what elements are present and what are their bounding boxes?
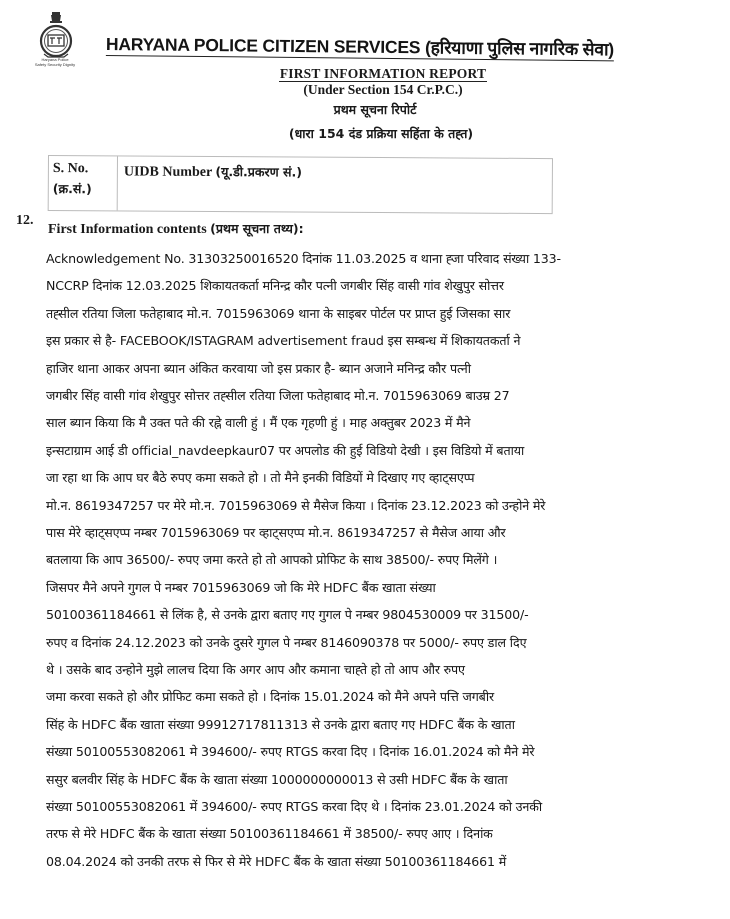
org-title-text: HARYANA POLICE CITIZEN SERVICES (हरियाणा पुलिस नागरिक सेवा) — [105, 34, 615, 60]
body-line: जिसपर मैने अपने गुगल पे नम्बर 7015963069 जो कि मेरे HDFC बैंक खाता संख्या — [46, 579, 436, 595]
body-line: पास मेरे व्हाट्सएप्प नम्बर 7015963069 पर व्हाट्सएप्प मो.न. 8619347257 से मैसेज आया और — [46, 525, 506, 540]
report-subtitle-en: (Under Section 154 Cr.P.C.) — [303, 82, 463, 97]
report-title-hi: प्रथम सूचना रिपोर्ट — [333, 102, 417, 117]
body-line: 50100361184661 से लिंक है, से उनके द्वारा बताए गए गुगल पे नम्बर 9804530009 पर 31500/- — [46, 607, 529, 623]
body-line: 08.04.2024 को उनकी तरफ से फिर से मेरे HDFC बैंक के खाता संख्या 50100361184661 में — [46, 853, 507, 869]
body-line: बतलाया कि आप 36500/- रुपए जमा करते हो तो आपको प्रोफिट के साथ 38500/- रुपए मिलेंगे । — [46, 552, 498, 568]
sno-cell — [49, 156, 118, 210]
body-line: संख्या 50100553082061 मे 394600/- रुपए RTGS करवा दिए । दिनांक 16.01.2024 को मैने मेरे — [46, 744, 535, 760]
body-line: इस प्रकार से है- FACEBOOK/ISTAGRAM advertisement fraud इस सम्बन्ध में शिकायतकर्ता ने — [46, 333, 521, 349]
uidb-table — [48, 155, 553, 214]
body-line: तरफ से मेरे HDFC बैंक के खाता संख्या 50100361184661 में 38500/- रुपए आए । दिनांक — [46, 826, 493, 842]
report-subtitle-hi: (धारा 154 दंड प्रक्रिया सहिंता के तह्त) — [288, 126, 474, 141]
body-line: जा रहा था कि आप घर बैठे रुपए कमा सकते हो । तो मैने इनकी विडियों मे दिखाए गए व्हाट्सएप्प — [46, 470, 475, 486]
body-line: मो.न. 8619347257 पर मेरे मो.न. 7015963069 से मैसेज किया । दिनांक 23.12.2023 को उन्होने मेरे — [46, 497, 546, 513]
report-title — [0, 66, 730, 82]
emblem-caption: Haryana Police Safety Security Dignity — [34, 57, 76, 67]
uidb-cell — [124, 162, 302, 181]
org-title — [106, 32, 626, 61]
body-line: जमा करवा सकते हो और प्रोफिट कमा सकते हो । दिनांक 15.01.2024 को मैने अपने पत्ति जगबीर — [46, 689, 494, 705]
sno-label-hi: (क्र.सं.) — [52, 181, 92, 197]
sno-label-en: S. No. — [52, 161, 89, 177]
report-title-text: FIRST INFORMATION REPORT — [279, 66, 487, 81]
uidb-label-en: UIDB Number — [123, 164, 212, 181]
body-line: ससुर बलवीर सिंह के HDFC बैंक के खाता संख्या 1000000000013 से उसी HDFC बैंक के खाता — [46, 771, 508, 787]
section-title-en: First Information contents — [48, 222, 207, 237]
body-line: रुपए व दिनांक 24.12.2023 को उनके दुसरे गुगल पे नम्बर 8146090378 पर 5000/- रुपए डाल दिए — [46, 634, 527, 650]
body-line: NCCRP दिनांक 12.03.2025 शिकायतकर्ता मनिन्द्र कौर पत्नी जगबीर सिंह वासी गांव शेखुपुर सोत्तर — [46, 278, 504, 294]
body-line: हाजिर थाना आकर अपना ब्यान अंकित करवाया जो इस प्रकार है- ब्यान अजाने मनिन्द्र कौर पत्नी — [46, 360, 471, 376]
body-line: इन्सटाग्राम आई डी official_navdeepkaur07 पर अपलोड की हुई विडियो देखी । इस विडियो में बताया — [46, 442, 525, 458]
body-line: थे । उसके बाद उन्होने मुझे लालच दिया कि अगर आप और कमाना चाह्ते हो तो आप और रुपए — [46, 662, 465, 677]
body-line: संख्या 50100553082061 में 394600/- रुपए RTGS करवा दिए थे । दिनांक 23.01.2024 को उनकी — [46, 799, 543, 814]
body-line: तह्सील रतिया जिला फतेहाबाद मो.न. 7015963069 थाना के साइबर पोर्टल पर प्राप्त हुई जिसका सार — [46, 305, 511, 321]
body-line: साल ब्यान किया कि मै उक्त पते की रह्ने वाली हुं । मैं एक गृहणी हुं । माह अक्तुबर 2023 में मैने — [46, 415, 471, 431]
section-number: 12. — [16, 213, 34, 228]
section-title-hi: (प्रथम सूचना तथ्य): — [210, 221, 304, 236]
uidb-label-hi: (यू.डी.प्रकरण सं.) — [215, 164, 302, 180]
section-title — [48, 220, 304, 238]
body-line: सिंह के HDFC बैंक खाता संख्या 99912717811313 से उनके द्वारा बताए गए HDFC बैंक के खाता — [46, 716, 515, 732]
body-line: Acknowledgement No. 31303250016520 दिनांक 11.03.2025 व थाना ह्जा परिवाद संख्या 133- — [46, 251, 561, 266]
body-line: जगबीर सिंह वासी गांव शेखुपुर सोत्तर तह्सील रतिया जिला फतेहाबाद मो.न. 7015963069 बाउम्र 27 — [46, 388, 510, 403]
